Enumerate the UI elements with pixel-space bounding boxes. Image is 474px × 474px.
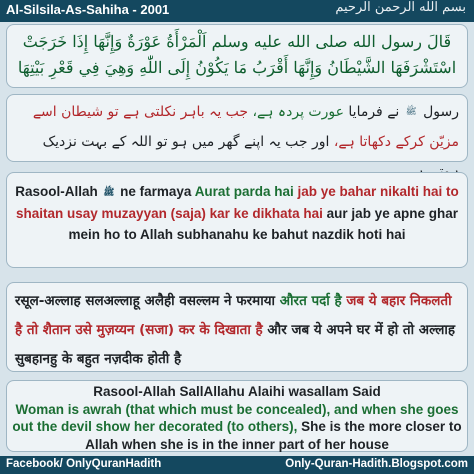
roman-urdu-text: [7, 173, 467, 245]
hindi-part-2: औरत पर्दा है: [279, 293, 342, 309]
hindi-part-4: और जब ये अपने घर में हो तो अल्लाह सुबहानहु के बहुत नज़दीक होती है: [15, 322, 456, 367]
urdu-panel: [6, 94, 468, 162]
english-text: [7, 381, 467, 453]
hindi-panel: [6, 282, 468, 372]
english-part-3: She is the more closer to Allah when she is in the inner part of her house: [85, 419, 462, 452]
roman-part-3: Aurat parda hai: [194, 184, 294, 199]
roman-part-1: Rasool-Allah: [15, 184, 98, 199]
english-part-1: Rasool-Allah SallAllahu Alaihi wasallam Said: [93, 384, 381, 399]
urdu-part-4: جب یہ باہر نکلتی ہے تو شیطان اسے مزیّن: [32, 104, 459, 150]
arabic-text: [7, 25, 467, 81]
blog-link[interactable]: Only-Quran-Hadith.Blogspot.com: [285, 458, 468, 470]
header-bar: [0, 0, 474, 22]
bismillah-calligraphy: بسم الله الرحمن الرحيم: [335, 0, 466, 15]
urdu-part-3: عورت پردہ ہے،: [252, 104, 344, 120]
urdu-part-5: کرکے دکھاتا ہے،: [333, 134, 425, 150]
roman-part-5: shaitan usay muzayyan (saja) kar ke dikhata hai: [16, 205, 323, 221]
book-title: Al-Silsila-As-Sahiha - 2001: [6, 2, 170, 17]
arabic-line-2: اسْتَشْرَفَهَا الشَّيْطَانُ وَإِنَّهَا أَقْرَبُ مَا يَكُوْنُ إِلَى اللّٰهِ وَهِيَ فِي قَعْرِ بَيْتِهَا: [17, 58, 457, 77]
hindi-part-3: जब ये बहार निकलती है तो शैतान उसे मुज़य्यन (सजा) कर के दिखाता है: [15, 293, 452, 338]
roman-part-6: aur jab ye apne ghar mein ho to Allah subhanahu ke bahut nazdik hoti hai: [68, 205, 458, 242]
urdu-part-1: رسول: [423, 104, 459, 120]
hindi-text: [7, 283, 467, 374]
english-panel: [6, 380, 468, 452]
hindi-part-1: रसूल-अल्लाह सलअल्लाहू अलैही वसल्लम ने फरमाया: [15, 293, 276, 309]
saw-symbol: ﷺ: [405, 107, 417, 117]
footer-bar: [0, 456, 474, 474]
facebook-link[interactable]: Facebook/ OnlyQuranHadith: [6, 458, 162, 470]
roman-part-4: jab ye bahar nikalti hai to: [297, 184, 459, 199]
english-part-2: Woman is awrah (that which must be concealed), and when she goes out the devil show her decorated (to others),: [12, 401, 459, 434]
saw-symbol: ﷺ: [103, 186, 115, 197]
urdu-part-2: نے فرمایا: [348, 104, 400, 120]
roman-urdu-panel: [6, 172, 468, 268]
urdu-part-6: اور جب یہ اپنے گھر میں ہو تو اللہ کے بہت نزدیک: [42, 134, 330, 150]
roman-part-2: ne farmaya: [120, 184, 192, 199]
arabic-line-1: قَالَ رسول الله صلى الله عليه وسلم اَلْمَرْأَةُ عَوْرَةٌ وَإِنَّهَا إِذَا خَرَجَتْ: [22, 32, 452, 51]
arabic-panel: [6, 24, 468, 88]
